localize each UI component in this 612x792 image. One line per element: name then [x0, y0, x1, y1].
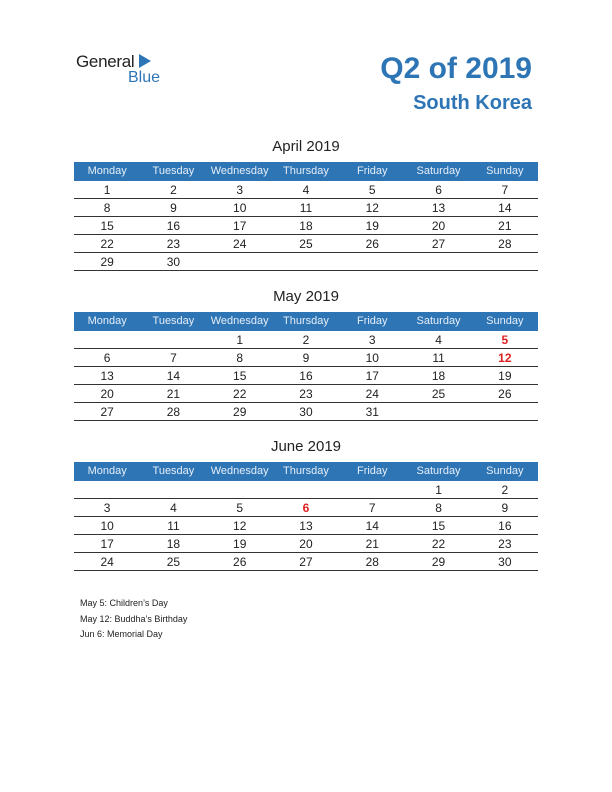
day-cell: 4 — [302, 183, 310, 197]
day-cell: 25 — [166, 555, 181, 569]
weekday-header: Monday — [87, 165, 127, 177]
day-cell: 6 — [435, 183, 442, 197]
day-cell: 1 — [435, 483, 442, 497]
week-row — [74, 199, 538, 217]
day-cell: 19 — [365, 219, 379, 233]
week-row — [74, 349, 538, 367]
day-cell: 21 — [365, 537, 379, 551]
day-cell: 20 — [100, 387, 114, 401]
day-cell: 29 — [233, 405, 247, 419]
week-row — [74, 217, 538, 235]
day-cell: 5 — [368, 183, 376, 197]
day-cell: 10 — [233, 201, 247, 215]
day-cell: 19 — [498, 369, 512, 383]
month-calendar-may — [74, 286, 538, 421]
day-cell: 27 — [431, 237, 446, 251]
day-cell — [207, 253, 273, 270]
day-cell: 4 — [435, 333, 442, 347]
day-cell: 30 — [299, 405, 313, 419]
day-cell — [405, 403, 471, 420]
day-cell: 26 — [498, 387, 512, 401]
day-cell: 12 — [365, 201, 379, 215]
day-cell: 30 — [498, 555, 512, 569]
day-cell: 6 — [103, 351, 111, 365]
day-cell — [273, 253, 339, 270]
logo-blue-text: Blue — [128, 69, 161, 86]
weekday-header-row — [74, 162, 538, 181]
week-row — [74, 331, 538, 349]
day-cell: 14 — [166, 369, 181, 383]
day-cell: 23 — [498, 537, 512, 551]
weekday-header: Monday — [87, 315, 127, 327]
day-cell: 26 — [365, 237, 379, 251]
month-title: June 2019 — [270, 438, 342, 455]
day-cell: 7 — [501, 183, 509, 197]
weekday-header: Tuesday — [152, 465, 195, 477]
day-cell: 11 — [432, 351, 445, 365]
day-cell: 7 — [170, 351, 177, 365]
weekday-header: Friday — [356, 165, 388, 177]
day-cell — [140, 331, 206, 348]
weekday-header: Sunday — [486, 315, 524, 327]
day-cell: 30 — [166, 255, 181, 269]
day-cell: 24 — [233, 237, 247, 251]
day-cell: 24 — [365, 387, 379, 401]
day-cell: 26 — [233, 555, 247, 569]
day-cell — [339, 481, 405, 498]
weekday-header: Thursday — [283, 465, 329, 477]
holiday-notes — [80, 596, 187, 643]
week-row — [74, 499, 538, 517]
day-cell: 27 — [100, 405, 114, 419]
day-cell: 28 — [365, 555, 379, 569]
day-cell: 3 — [236, 183, 244, 197]
holiday-day-cell: 5 — [501, 333, 509, 347]
day-cell — [140, 481, 206, 498]
day-cell: 21 — [498, 219, 512, 233]
weekday-header: Saturday — [416, 465, 461, 477]
day-cell: 15 — [100, 219, 114, 233]
day-cell: 28 — [498, 237, 512, 251]
week-row — [74, 481, 538, 499]
day-cell: 17 — [233, 219, 247, 233]
day-cell: 22 — [431, 537, 446, 551]
weekday-header: Sunday — [486, 165, 524, 177]
day-cell: 25 — [431, 387, 446, 401]
day-cell: 11 — [167, 519, 180, 533]
day-cell: 20 — [299, 537, 313, 551]
week-row — [74, 235, 538, 253]
day-cell: 3 — [368, 333, 376, 347]
day-cell: 31 — [365, 405, 379, 419]
day-cell — [472, 403, 538, 420]
day-cell: 24 — [100, 555, 114, 569]
day-cell: 18 — [299, 219, 313, 233]
day-cell: 22 — [233, 387, 247, 401]
day-cell: 2 — [170, 183, 177, 197]
general-blue-logo — [76, 52, 186, 92]
day-cell: 29 — [100, 255, 114, 269]
holiday-note: May 12: Buddha’s Birthday — [80, 613, 188, 624]
weekday-header: Saturday — [416, 165, 461, 177]
day-cell: 8 — [236, 351, 244, 365]
day-cell — [472, 253, 538, 270]
day-cell: 8 — [103, 201, 111, 215]
day-cell: 23 — [299, 387, 313, 401]
day-cell: 21 — [166, 387, 181, 401]
day-cell: 17 — [365, 369, 379, 383]
day-cell: 3 — [103, 501, 111, 515]
weekday-header: Wednesday — [210, 465, 269, 477]
day-cell: 1 — [103, 183, 111, 197]
month-title: May 2019 — [273, 288, 339, 305]
weekday-header-row — [74, 462, 538, 481]
weekday-header: Monday — [87, 465, 127, 477]
holiday-day-cell: 12 — [498, 351, 512, 365]
day-cell: 29 — [431, 555, 446, 569]
day-cell: 17 — [100, 537, 114, 551]
weekday-header: Wednesday — [210, 165, 269, 177]
day-cell: 11 — [299, 201, 313, 215]
day-cell: 22 — [100, 237, 114, 251]
day-cell: 16 — [166, 219, 181, 233]
weekday-header: Wednesday — [210, 315, 269, 327]
day-cell: 27 — [299, 555, 313, 569]
weekday-header-row — [74, 312, 538, 331]
weekday-header: Thursday — [283, 315, 329, 327]
weekday-header: Friday — [356, 315, 388, 327]
day-cell — [74, 331, 140, 348]
weekday-header: Thursday — [283, 165, 329, 177]
day-cell: 9 — [170, 201, 177, 215]
day-cell: 10 — [365, 351, 379, 365]
week-row — [74, 517, 538, 535]
day-cell: 9 — [302, 351, 310, 365]
day-cell: 13 — [431, 201, 446, 215]
day-cell: 4 — [170, 501, 177, 515]
week-row — [74, 403, 538, 421]
day-cell: 5 — [236, 501, 244, 515]
day-cell: 2 — [501, 483, 509, 497]
day-cell: 8 — [435, 501, 442, 515]
page-title: Q2 of 2019 — [380, 52, 532, 85]
holiday-note: May 5: Children’s Day — [80, 598, 168, 608]
day-cell — [74, 481, 140, 498]
holiday-note: Jun 6: Memorial Day — [80, 629, 163, 639]
holiday-day-cell: 6 — [302, 501, 310, 515]
weekday-header: Tuesday — [152, 165, 195, 177]
day-cell — [405, 253, 471, 270]
day-cell: 9 — [501, 501, 509, 515]
month-calendar-april — [74, 136, 538, 271]
day-cell: 16 — [498, 519, 512, 533]
day-cell — [273, 481, 339, 498]
day-cell: 1 — [236, 333, 244, 347]
month-title: April 2019 — [272, 138, 340, 155]
day-cell: 19 — [233, 537, 247, 551]
day-cell — [339, 253, 405, 270]
day-cell: 15 — [431, 519, 446, 533]
day-cell: 25 — [299, 237, 313, 251]
week-row — [74, 553, 538, 571]
week-row — [74, 253, 538, 271]
week-row — [74, 385, 538, 403]
weekday-header: Saturday — [416, 315, 461, 327]
day-cell — [207, 481, 273, 498]
day-cell: 14 — [498, 201, 512, 215]
day-cell: 13 — [299, 519, 313, 533]
day-cell: 20 — [431, 219, 446, 233]
day-cell: 15 — [233, 369, 247, 383]
day-cell: 23 — [166, 237, 181, 251]
day-cell: 10 — [100, 519, 114, 533]
day-cell: 28 — [166, 405, 181, 419]
logo-flag-icon — [139, 54, 151, 68]
day-cell: 18 — [431, 369, 446, 383]
day-cell: 16 — [299, 369, 313, 383]
day-cell: 2 — [302, 333, 310, 347]
day-cell: 14 — [365, 519, 379, 533]
weekday-header: Friday — [356, 465, 388, 477]
day-cell: 18 — [166, 537, 181, 551]
month-calendar-june — [74, 436, 538, 571]
country-subtitle: South Korea — [413, 92, 532, 114]
weekday-header: Tuesday — [152, 315, 195, 327]
week-row — [74, 181, 538, 199]
day-cell: 12 — [233, 519, 247, 533]
week-row — [74, 367, 538, 385]
week-row — [74, 535, 538, 553]
day-cell: 7 — [368, 501, 376, 515]
day-cell: 13 — [100, 369, 114, 383]
logo-general-text: General — [76, 52, 135, 71]
weekday-header: Sunday — [486, 465, 524, 477]
